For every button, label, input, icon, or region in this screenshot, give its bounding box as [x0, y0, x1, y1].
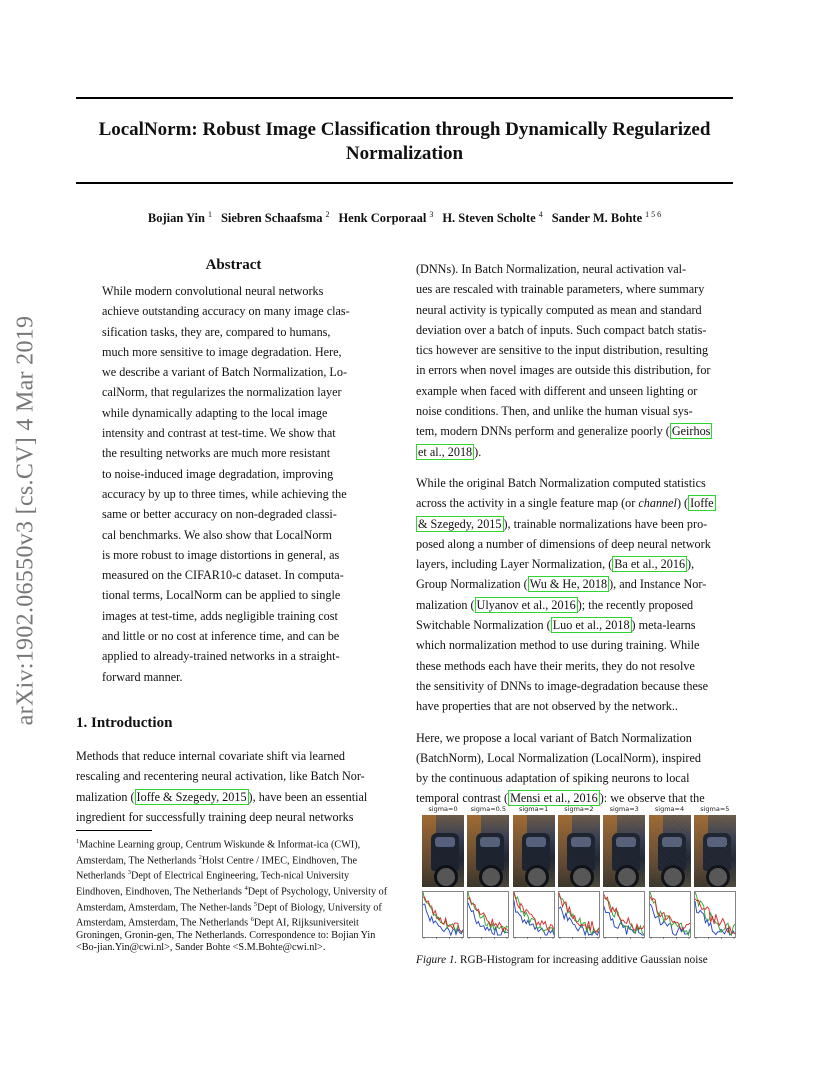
text: malization (	[416, 597, 475, 612]
text: ).	[474, 444, 482, 459]
footnote-text: Dept AI, Rijksuniversiteit Groningen, Gronin-gen, The Netherlands. Correspondence to: Bojian Yin <Bo-jian.Yin@cwi.nl>, Sander Bohte <S.M.Bohte@cwi.nl>.	[76, 917, 376, 954]
noisy-car-image	[467, 815, 509, 887]
sigma-label: sigma=5	[700, 805, 730, 813]
abstract-line: images at test-time, adds negligible training cost	[102, 608, 338, 623]
histogram-panel	[649, 805, 691, 945]
histogram-panel	[422, 805, 464, 945]
text-line: posed along a number of dimensions of deep neural network	[416, 536, 711, 551]
text: deviation over a batch of inputs. Such compact batch statis-	[416, 322, 707, 337]
right-column	[416, 259, 734, 820]
text: noise conditions. Then, and unlike the human visual sys-	[416, 404, 693, 419]
footnote-text: Dept of Electrical Engineering, Tech-nical University Eindhoven, Eindhoven, The Netherlands	[76, 870, 350, 898]
author	[148, 211, 212, 225]
histogram-line-b	[468, 903, 508, 936]
arxiv-identifier: arXiv:1902.06550v3 [cs.CV] 4 Mar 2019	[12, 315, 39, 725]
introduction-body	[76, 746, 392, 827]
abstract-line: much more sensitive to image degradation. Here,	[102, 344, 342, 359]
caption-text: RGB-Histogram for increasing additive Gaussian noise	[457, 954, 708, 966]
abstract-line: and little or no cost at inference time, and can be	[102, 629, 340, 644]
author-affiliation-mark: 1	[207, 210, 212, 219]
figure-1	[416, 805, 734, 950]
rgb-histogram-plot	[603, 891, 645, 945]
italic-text: channel	[638, 496, 677, 511]
abstract-line: accuracy by up to three times, while achieving the	[102, 486, 347, 501]
abstract-body	[102, 281, 368, 687]
rgb-histogram-plot	[558, 891, 600, 945]
sigma-label: sigma=2	[564, 805, 594, 813]
abstract-line: forward manner.	[102, 669, 183, 684]
text-line: While the original Batch Normalization computed statistics	[416, 475, 706, 490]
text-line	[416, 300, 734, 320]
histogram-line-r	[695, 899, 735, 934]
abstract-line: measured on the CIFAR10-c dataset. In computa-	[102, 568, 344, 583]
sigma-label: sigma=0	[428, 805, 458, 813]
figure-caption	[416, 954, 734, 966]
abstract-line: achieve outstanding accuracy on many image clas-	[102, 304, 350, 319]
sigma-label: sigma=4	[654, 805, 685, 813]
text: ) (	[676, 496, 689, 511]
caption-label: Figure 1.	[416, 954, 458, 966]
histogram-line-r	[514, 892, 554, 931]
citation-link[interactable]: Wu & He, 2018	[529, 577, 608, 592]
text-line	[416, 574, 734, 594]
histogram-line-g	[650, 892, 690, 935]
text-line	[416, 259, 734, 279]
author-name: Bojian Yin	[147, 211, 205, 226]
footnote-rule	[76, 830, 152, 831]
title-top-rule	[76, 97, 733, 99]
text-line	[416, 279, 734, 299]
abstract-line: intensity and contrast at test-time. We show that	[102, 426, 336, 441]
author-affiliation-mark: 4	[538, 210, 543, 219]
text-line	[416, 493, 734, 513]
abstract-line: applied to already-trained networks in a straight-	[102, 649, 340, 664]
rgb-histogram-plot	[649, 891, 691, 945]
text: ),	[687, 557, 695, 572]
abstract-line: cal benchmarks. We also show that LocalNorm	[102, 527, 332, 542]
abstract-line: tional terms, LocalNorm can be applied to single	[102, 588, 341, 603]
text-line	[416, 381, 734, 401]
sigma-label: sigma=3	[609, 805, 639, 813]
author-affiliation-mark: 2	[325, 210, 330, 219]
author	[552, 211, 661, 225]
abstract-line: is more robust to image distortions in general, as	[102, 547, 340, 562]
histogram-line-g	[423, 892, 463, 933]
text: temporal contrast (	[416, 791, 509, 806]
histogram-panel	[603, 805, 645, 945]
text-line: the sensitivity of DNNs to image-degradation because these	[416, 678, 709, 693]
author-name: Henk Corporaal	[338, 211, 427, 226]
noisy-car-image	[649, 815, 691, 887]
noisy-car-image	[558, 815, 600, 887]
text: ); the recently proposed	[577, 597, 694, 612]
citation-link[interactable]: Mensi et al., 2016	[510, 791, 598, 806]
intro-line	[76, 787, 392, 807]
text-line: have properties that are not observed by the network..	[416, 699, 678, 714]
text: Switchable Normalization (	[416, 618, 551, 633]
text: neural activity is typically computed as mean and standard	[416, 302, 702, 317]
text: ) meta-learns	[631, 618, 696, 633]
footnote-text: Holst Centre / IMEC, Eindhoven, The Netherlands	[76, 855, 357, 882]
citation-link[interactable]: Luo et al., 2018	[552, 618, 630, 633]
paper-title	[76, 118, 733, 166]
text: ): we observe that the	[599, 791, 705, 806]
text: layers, including Layer Normalization, (	[416, 557, 613, 572]
author-list	[76, 210, 733, 226]
author-affiliation-mark: 1 5 6	[645, 210, 662, 219]
plot-frame	[649, 892, 690, 938]
paragraph-batchnorm	[416, 259, 734, 462]
affiliation-footnote: $^1$Machine Learning group, Centrum Wiskunde & Informat-ica (CWI), Amsterdam, The Netherlands $^2$Holst Centre / IMEC, Eindhoven, The Netherlands $^3$Dept of Electrical Engineering, Tech-nical University Eindhoven, Eindhoven, The Netherlands $^4$Dept of Psychology, University of Amsterdam, Amsterdam, The Nether-lands $^5$Dept of Biology, University of Amsterdam, Amsterdam, The Netherlands $^6$Dept AI, Rijksuniversiteit Groningen, Gronin-gen, The Netherlands. Correspondence to: Bojian Yin <Bo-jian.Yin@cwi.nl>, Sander Bohte <S.M.Bohte@cwi.nl>.	[76, 838, 388, 954]
text-line	[416, 421, 734, 441]
histogram-panel	[513, 805, 555, 945]
text-line	[416, 320, 734, 340]
text-line	[416, 615, 734, 635]
text: tics however are sensitive to the input distribution, resulting	[416, 343, 709, 358]
abstract-line: to noise-induced image degradation, improving	[102, 466, 334, 481]
citation-link[interactable]: Ioffe & Szegedy, 2015	[136, 789, 247, 804]
rgb-histogram-plot	[694, 891, 736, 945]
footnote-text: Dept of Biology, University of Amsterdam, Amsterdam, The Netherlands	[76, 902, 382, 929]
citation-link[interactable]: Geirhos	[671, 424, 711, 439]
text: across the activity in a single feature map (or	[416, 496, 639, 511]
author-affiliation-mark: 3	[429, 210, 434, 219]
text-line	[416, 401, 734, 421]
noisy-car-image	[694, 815, 736, 887]
abstract-line: While modern convolutional neural networks	[102, 284, 324, 298]
arxiv-sidebar	[2, 290, 50, 750]
abstract-line: we describe a variant of Batch Normalization, Lo-	[102, 365, 348, 380]
citation-link[interactable]: Ba et al., 2016	[614, 557, 686, 572]
text: ), and Instance Nor-	[609, 577, 707, 592]
intro-line: Methods that reduce internal covariate shift via learned	[76, 749, 346, 763]
citation-link[interactable]: & Szegedy, 2015	[418, 516, 502, 531]
abstract-line: while dynamically adapting to the local image	[102, 405, 328, 420]
author	[442, 211, 542, 225]
author	[338, 211, 433, 225]
text-line	[416, 595, 734, 615]
author-name: Sander M. Bohte	[551, 211, 643, 226]
noisy-car-image	[603, 815, 645, 887]
histogram-line-r	[650, 896, 690, 930]
sigma-label: sigma=1	[518, 805, 549, 813]
abstract-line: same or better accuracy on non-degraded classi-	[102, 507, 337, 522]
noisy-car-image	[513, 815, 555, 887]
histogram-line-r	[559, 893, 599, 933]
abstract-line: the resulting networks are much more resistant	[102, 446, 331, 461]
abstract-heading: Abstract	[205, 257, 262, 273]
histogram-line-r	[604, 894, 644, 930]
text-line	[416, 554, 734, 574]
citation-link[interactable]: Ulyanov et al., 2016	[476, 597, 576, 612]
abstract-line: calNorm, that regularizes the normalization layer	[102, 385, 342, 400]
text-line: by the continuous adaptation of spiking neurons to local	[416, 771, 690, 786]
abstract-line: sification tasks, they are, compared to humans,	[102, 324, 331, 339]
intro-text: ), have been an essential	[248, 789, 368, 804]
text: in errors when novel images are outside this distribution, for	[416, 363, 711, 378]
noisy-car-image	[422, 815, 464, 887]
histogram-panel	[467, 805, 509, 945]
footnote-text: Dept of Psychology, University of Amsterdam, Amsterdam, The Nether-lands	[76, 886, 388, 914]
paragraph-localnorm	[416, 728, 734, 809]
citation-link[interactable]: Ioffe	[690, 496, 714, 511]
rgb-histogram-plot	[513, 891, 555, 945]
text-line: these methods each have their merits, they do not resolve	[416, 658, 695, 673]
intro-line: ingredient for successfully training deep neural networks	[76, 809, 354, 824]
text: tem, modern DNNs perform and generalize poorly (	[416, 424, 670, 439]
text-line	[416, 514, 734, 534]
text-line: (BatchNorm), Local Normalization (LocalNorm), inspired	[416, 750, 701, 765]
text-line: Here, we propose a local variant of Batch Normalization	[416, 730, 692, 745]
text-line	[416, 340, 734, 360]
text: Group Normalization (	[416, 577, 528, 592]
section-heading-introduction: 1. Introduction	[76, 715, 173, 731]
histogram-line-b	[423, 904, 463, 935]
rgb-histogram-plot	[467, 891, 509, 945]
text-line: which normalization method to use during training. While	[416, 638, 700, 653]
text: (DNNs). In Batch Normalization, neural activation val-	[416, 262, 687, 276]
intro-line: rescaling and recentering neural activation, like Batch Nor-	[76, 769, 365, 784]
paragraph-normalizations	[416, 473, 734, 717]
author-name: Siebren Schaafsma	[220, 211, 323, 226]
title-line-2: Normalization	[345, 143, 464, 164]
text-line	[416, 360, 734, 380]
citation-link[interactable]: et al., 2018	[418, 444, 473, 459]
title-bottom-rule	[76, 182, 733, 184]
text-line	[416, 442, 734, 462]
histogram-panel	[694, 805, 736, 945]
rgb-histogram-plot	[422, 891, 464, 945]
text: example when faced with different and unseen lighting or	[416, 383, 698, 398]
histogram-panel	[558, 805, 600, 945]
author	[221, 211, 330, 225]
sigma-label: sigma=0.5	[470, 805, 506, 813]
author-name: H. Steven Scholte	[442, 211, 536, 226]
text: ), trainable normalizations have been pro-	[503, 516, 708, 531]
intro-text: malization (	[76, 789, 135, 804]
text: ues are rescaled with trainable parameters, where summary	[416, 282, 705, 297]
footnote-text: Machine Learning group, Centrum Wiskunde & Informat-ica (CWI), Amsterdam, The Netherlands	[76, 839, 361, 867]
title-line-1: LocalNorm: Robust Image Classification through Dynamically Regularized	[98, 119, 711, 140]
